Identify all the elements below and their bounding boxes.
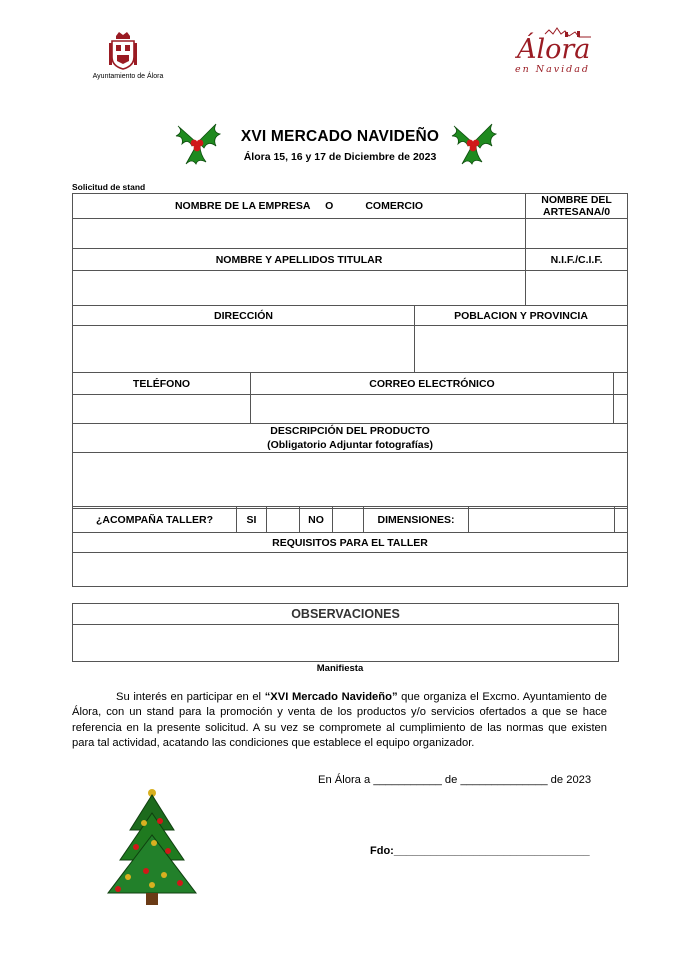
poblacion-header: POBLACION Y PROVINCIA	[415, 306, 628, 326]
taller-label: ¿ACOMPAÑA TALLER?	[73, 507, 237, 533]
document-title: XVI MERCADO NAVIDEÑO	[240, 128, 440, 145]
descripcion-note: (Obligatorio Adjuntar fotografías)	[267, 439, 433, 451]
requisitos-header: REQUISITOS PARA EL TALLER	[73, 533, 628, 553]
poblacion-field[interactable]	[415, 326, 628, 373]
paragraph-part2: que organiza el Excmo. Ayuntamiento de Álora, con un stand para la promoción y venta de los productos y/o servicios ofertados a que se hace referencia en la presente solicitud. A su vez se compromete al cumplimiento de las normas que existen para tal actividad, acatando las condiciones que establece el equipo organizador.	[72, 691, 607, 750]
spacer-cell	[614, 373, 628, 395]
telefono-header: TELÉFONO	[73, 373, 251, 395]
titular-field[interactable]	[73, 271, 526, 306]
empresa-label: NOMBRE DE LA EMPRESA	[174, 200, 311, 212]
si-checkbox[interactable]	[267, 507, 300, 533]
artesana-header: NOMBRE DEL ARTESANA/0	[526, 194, 628, 219]
manifiesta-heading: Manifiesta	[316, 663, 364, 674]
observaciones-field[interactable]	[73, 625, 619, 662]
direccion-field[interactable]	[73, 326, 415, 373]
descripcion-header	[73, 424, 628, 453]
section-label: Solicitud de stand	[72, 182, 146, 192]
spacer-cell	[614, 395, 628, 424]
logo-title: Álora	[517, 34, 591, 65]
titular-header: NOMBRE Y APELLIDOS TITULAR	[73, 249, 526, 271]
ayuntamiento-label: Ayuntamiento de Álora	[92, 73, 164, 80]
descripcion-field[interactable]	[73, 453, 628, 509]
requisitos-field[interactable]	[73, 553, 628, 587]
nif-header: N.I.F./C.I.F.	[526, 249, 628, 271]
empresa-header	[73, 194, 526, 219]
paragraph-part1: Su interés en participar en el	[116, 691, 265, 703]
dimensiones-field[interactable]	[469, 507, 615, 533]
artesana-field[interactable]	[526, 219, 628, 249]
no-label: NO	[300, 507, 333, 533]
si-label: SI	[237, 507, 267, 533]
telefono-field[interactable]	[73, 395, 251, 424]
document-subtitle: Álora 15, 16 y 17 de Diciembre de 2023	[243, 151, 437, 163]
observaciones-header	[73, 604, 619, 625]
correo-header: CORREO ELECTRÓNICO	[251, 373, 614, 395]
christmas-tree-icon	[100, 785, 205, 910]
dimensiones-label: DIMENSIONES:	[364, 507, 469, 533]
alora-navidad-logo	[505, 24, 605, 76]
date-line[interactable]: En Álora a ___________ de ______________ de 2023	[318, 774, 592, 786]
logo-subtitle: en Navidad	[515, 64, 590, 75]
paragraph-highlight: “XVI Mercado Navideño”	[264, 691, 398, 703]
ayuntamiento-crest-icon	[108, 30, 138, 70]
observaciones-title: OBSERVACIONES	[291, 607, 400, 621]
descripcion-label: DESCRIPCIÓN DEL PRODUCTO	[270, 425, 430, 437]
comercio-label: COMERCIO	[365, 200, 424, 212]
observaciones-box	[72, 603, 619, 662]
empresa-field[interactable]	[73, 219, 526, 249]
no-checkbox[interactable]	[333, 507, 364, 533]
direccion-header: DIRECCIÓN	[73, 306, 415, 326]
taller-form	[72, 506, 628, 587]
nif-field[interactable]	[526, 271, 628, 306]
stand-request-form	[72, 193, 628, 509]
signature-line[interactable]: Fdo:________________________________	[370, 845, 590, 857]
spacer-cell	[615, 507, 628, 533]
declaration-paragraph	[72, 690, 607, 752]
correo-field[interactable]	[251, 395, 614, 424]
o-label: O	[325, 200, 334, 212]
